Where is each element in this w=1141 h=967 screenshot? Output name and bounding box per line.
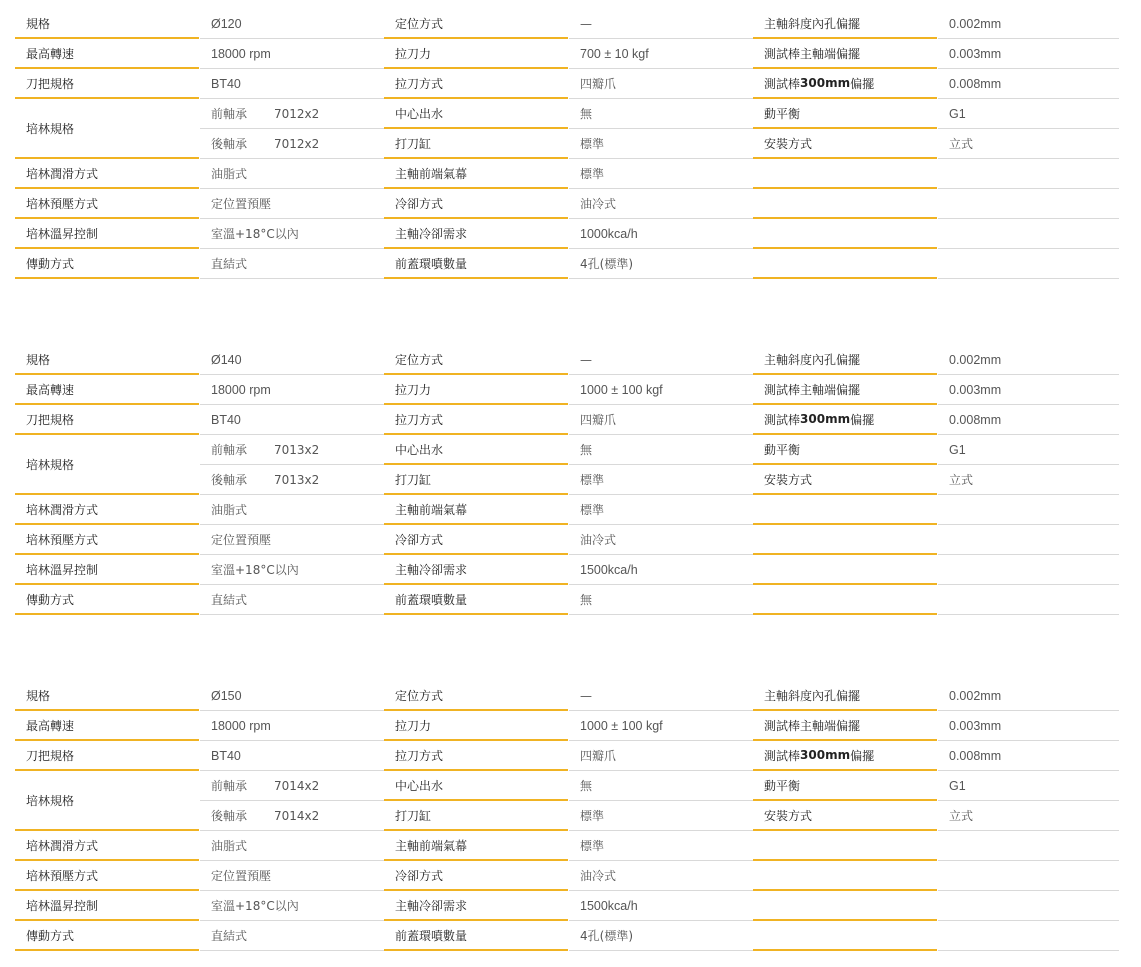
label-test-end-runout: 測試棒主軸端偏擺 [753,375,937,405]
rear-bearing-name: 後軸承 [211,809,248,823]
value-test-end-runout: 0.003mm [938,39,1119,69]
label-air-curtain: 主軸前端氣幕 [384,495,568,525]
rear-bearing-name: 後軸承 [211,473,248,487]
label-temp: 培林溫昇控制 [15,891,199,921]
label-empty [753,189,937,219]
front-bearing-value: 7014x2 [274,778,320,793]
value-balance: G1 [938,99,1119,129]
label-center-water: 中心出水 [384,435,568,465]
value-empty [938,249,1119,279]
front-bearing-name: 前軸承 [211,107,248,121]
value-positioning: — [569,9,753,39]
value-taper-runout: 0.002mm [938,9,1119,39]
label-test-end-runout: 測試棒主軸端偏擺 [753,39,937,69]
label-test-300-num: 300mm [800,748,851,762]
value-empty [938,585,1119,615]
rear-bearing-name: 後軸承 [211,137,248,151]
spec-table-1 [15,9,1119,279]
rear-bearing-value: 7012x2 [274,136,320,151]
value-air-curtain: 標準 [569,159,753,189]
label-pull-method: 拉刀方式 [384,405,568,435]
label-taper-runout: 主軸斜度內孔偏擺 [753,345,937,375]
value-center-water: 無 [569,435,753,465]
value-holder: BT40 [200,405,384,435]
value-taper-runout: 0.002mm [938,681,1119,711]
label-test-end-runout: 測試棒主軸端偏擺 [753,711,937,741]
value-pull-method: 四瓣爪 [569,741,753,771]
label-empty [753,861,937,891]
label-bearing: 培林規格 [15,771,199,831]
label-cooling: 冷卻方式 [384,189,568,219]
label-test-300-num: 300mm [800,76,851,90]
value-empty [938,891,1119,921]
value-cooling: 油冷式 [569,189,753,219]
label-cooling-demand: 主軸冷卻需求 [384,555,568,585]
label-lube: 培林潤滑方式 [15,831,199,861]
value-front-bearing [200,99,384,129]
label-nozzles: 前蓋環噴數量 [384,585,568,615]
label-taper-runout: 主軸斜度內孔偏擺 [753,9,937,39]
label-test-300-pre: 測試棒 [764,412,801,427]
label-test-300-post: 偏擺 [850,748,875,763]
label-pull-force: 拉刀力 [384,375,568,405]
value-empty [938,159,1119,189]
label-cooling-demand: 主軸冷卻需求 [384,891,568,921]
value-rear-bearing [200,465,384,495]
value-pull-method: 四瓣爪 [569,69,753,99]
label-cooling-demand: 主軸冷卻需求 [384,219,568,249]
label-holder: 刀把規格 [15,741,199,771]
label-test-300-pre: 測試棒 [764,748,801,763]
value-preload: 定位置預壓 [200,189,384,219]
label-mount: 安裝方式 [753,129,937,159]
value-test-300-runout: 0.008mm [938,741,1119,771]
label-air-curtain: 主軸前端氣幕 [384,831,568,861]
value-nozzles: 4孔(標準) [569,921,753,951]
value-front-bearing [200,435,384,465]
label-empty [753,159,937,189]
label-lube: 培林潤滑方式 [15,495,199,525]
value-max-speed: 18000 rpm [200,375,384,405]
value-empty [938,555,1119,585]
rear-bearing-value: 7014x2 [274,808,320,823]
label-spec: 規格 [15,345,199,375]
label-test-300-runout [753,741,937,771]
front-bearing-value: 7012x2 [274,106,320,121]
label-temp: 培林溫昇控制 [15,555,199,585]
rear-bearing-value: 7013x2 [274,472,320,487]
label-temp: 培林溫昇控制 [15,219,199,249]
label-empty [753,831,937,861]
label-positioning: 定位方式 [384,345,568,375]
value-preload: 定位置預壓 [200,861,384,891]
label-cylinder: 打刀缸 [384,801,568,831]
label-nozzles: 前蓋環噴數量 [384,249,568,279]
label-air-curtain: 主軸前端氣幕 [384,159,568,189]
label-mount: 安裝方式 [753,465,937,495]
value-pull-force: 1000 ± 100 kgf [569,375,753,405]
label-empty [753,921,937,951]
label-max-speed: 最高轉速 [15,711,199,741]
label-empty [753,555,937,585]
value-positioning: — [569,681,753,711]
value-test-300-runout: 0.008mm [938,69,1119,99]
label-drive: 傳動方式 [15,585,199,615]
label-test-300-post: 偏擺 [850,412,875,427]
label-bearing: 培林規格 [15,435,199,495]
label-preload: 培林預壓方式 [15,189,199,219]
label-holder: 刀把規格 [15,405,199,435]
value-test-end-runout: 0.003mm [938,375,1119,405]
label-test-300-runout [753,405,937,435]
label-cylinder: 打刀缸 [384,465,568,495]
label-empty [753,249,937,279]
label-balance: 動平衡 [753,435,937,465]
label-test-300-num: 300mm [800,412,851,426]
label-empty [753,219,937,249]
label-cooling: 冷卻方式 [384,525,568,555]
value-air-curtain: 標準 [569,831,753,861]
value-cooling: 油冷式 [569,861,753,891]
label-test-300-runout [753,69,937,99]
label-empty [753,525,937,555]
label-bearing: 培林規格 [15,99,199,159]
value-taper-runout: 0.002mm [938,345,1119,375]
label-nozzles: 前蓋環噴數量 [384,921,568,951]
value-max-speed: 18000 rpm [200,711,384,741]
value-empty [938,525,1119,555]
value-balance: G1 [938,435,1119,465]
label-drive: 傳動方式 [15,249,199,279]
value-drive: 直結式 [200,249,384,279]
label-cylinder: 打刀缸 [384,129,568,159]
value-air-curtain: 標準 [569,495,753,525]
label-mount: 安裝方式 [753,801,937,831]
front-bearing-value: 7013x2 [274,442,320,457]
value-center-water: 無 [569,771,753,801]
value-holder: BT40 [200,741,384,771]
value-mount: 立式 [938,129,1119,159]
label-lube: 培林潤滑方式 [15,159,199,189]
value-nozzles: 無 [569,585,753,615]
spec-table-2 [15,345,1119,615]
label-balance: 動平衡 [753,99,937,129]
label-test-300-post: 偏擺 [850,76,875,91]
value-test-300-runout: 0.008mm [938,405,1119,435]
value-balance: G1 [938,771,1119,801]
label-spec: 規格 [15,9,199,39]
label-drive: 傳動方式 [15,921,199,951]
value-spec: Ø120 [200,9,384,39]
value-mount: 立式 [938,801,1119,831]
front-bearing-name: 前軸承 [211,443,248,457]
value-empty [938,495,1119,525]
label-pull-force: 拉刀力 [384,39,568,69]
label-balance: 動平衡 [753,771,937,801]
label-pull-force: 拉刀力 [384,711,568,741]
value-empty [938,861,1119,891]
value-temp: 室溫+18°C以內 [200,219,384,249]
value-spec: Ø150 [200,681,384,711]
label-empty [753,495,937,525]
label-preload: 培林預壓方式 [15,525,199,555]
value-cooling-demand: 1500kca/h [569,555,753,585]
label-center-water: 中心出水 [384,771,568,801]
label-max-speed: 最高轉速 [15,39,199,69]
value-cooling-demand: 1000kca/h [569,219,753,249]
value-cooling: 油冷式 [569,525,753,555]
value-front-bearing [200,771,384,801]
value-rear-bearing [200,129,384,159]
value-empty [938,921,1119,951]
spec-table-3 [15,681,1119,951]
value-test-end-runout: 0.003mm [938,711,1119,741]
value-positioning: — [569,345,753,375]
value-lube: 油脂式 [200,159,384,189]
value-max-speed: 18000 rpm [200,39,384,69]
front-bearing-name: 前軸承 [211,779,248,793]
value-empty [938,189,1119,219]
label-cooling: 冷卻方式 [384,861,568,891]
value-pull-method: 四瓣爪 [569,405,753,435]
value-cylinder: 標準 [569,465,753,495]
label-spec: 規格 [15,681,199,711]
label-pull-method: 拉刀方式 [384,69,568,99]
label-empty [753,585,937,615]
label-center-water: 中心出水 [384,99,568,129]
value-pull-force: 1000 ± 100 kgf [569,711,753,741]
label-positioning: 定位方式 [384,9,568,39]
value-drive: 直結式 [200,585,384,615]
value-cylinder: 標準 [569,801,753,831]
label-positioning: 定位方式 [384,681,568,711]
label-max-speed: 最高轉速 [15,375,199,405]
value-empty [938,831,1119,861]
label-test-300-pre: 測試棒 [764,76,801,91]
value-preload: 定位置預壓 [200,525,384,555]
value-drive: 直結式 [200,921,384,951]
value-rear-bearing [200,801,384,831]
label-empty [753,891,937,921]
value-cylinder: 標準 [569,129,753,159]
value-pull-force: 700 ± 10 kgf [569,39,753,69]
value-holder: BT40 [200,69,384,99]
label-taper-runout: 主軸斜度內孔偏擺 [753,681,937,711]
label-pull-method: 拉刀方式 [384,741,568,771]
value-spec: Ø140 [200,345,384,375]
value-lube: 油脂式 [200,495,384,525]
label-preload: 培林預壓方式 [15,861,199,891]
value-nozzles: 4孔(標準) [569,249,753,279]
value-empty [938,219,1119,249]
value-center-water: 無 [569,99,753,129]
value-mount: 立式 [938,465,1119,495]
value-temp: 室溫+18°C以內 [200,555,384,585]
label-holder: 刀把規格 [15,69,199,99]
value-temp: 室溫+18°C以內 [200,891,384,921]
value-lube: 油脂式 [200,831,384,861]
value-cooling-demand: 1500kca/h [569,891,753,921]
